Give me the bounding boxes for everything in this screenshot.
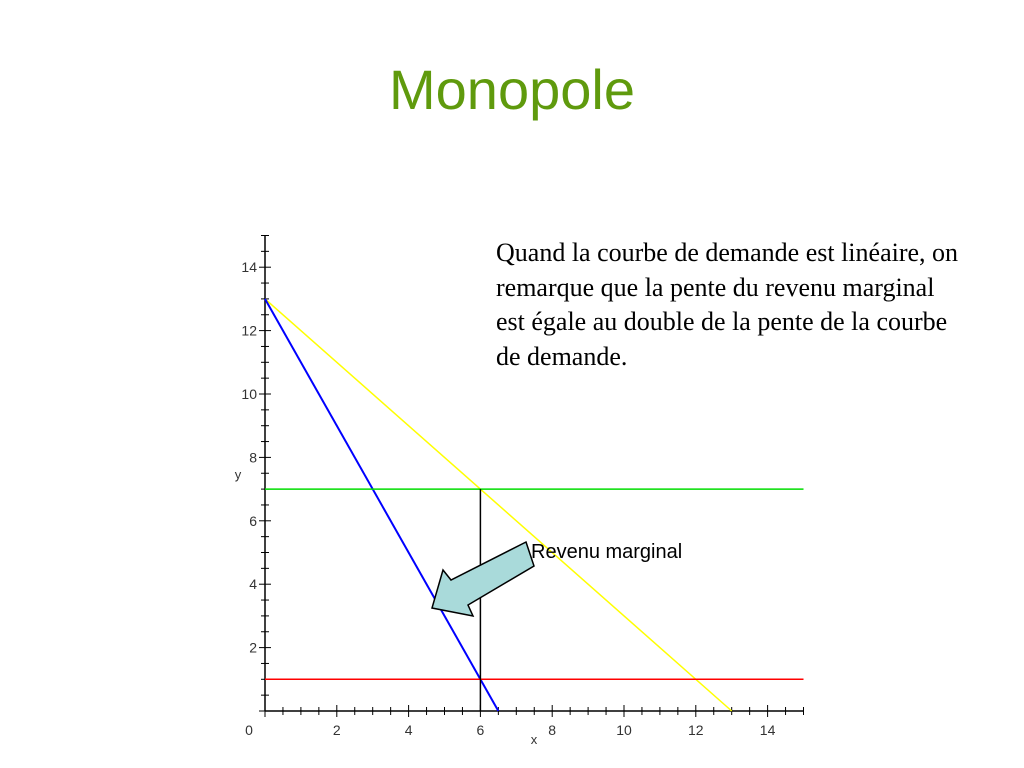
x-tick-label: 12 xyxy=(688,722,704,738)
chart-ticks xyxy=(235,259,776,747)
x-tick-label: 8 xyxy=(548,722,557,738)
x-axis-title: x xyxy=(530,732,538,747)
x-tick-label: 0 xyxy=(245,722,253,738)
explanation-text: Quand la courbe de demande est linéaire, on remarque que la pente du revenu marginal est égale au double de la pente de la courbe de demande. xyxy=(496,238,959,371)
x-tick-label: 10 xyxy=(616,722,632,738)
y-tick-label: 8 xyxy=(249,449,257,466)
annotation-revenu-marginal: Revenu marginal xyxy=(531,541,683,563)
y-tick-label: 6 xyxy=(249,512,257,529)
y-tick-label: 2 xyxy=(249,639,257,656)
x-tick-label: 4 xyxy=(404,722,413,738)
y-tick-label: 10 xyxy=(241,386,257,402)
series-line-0 xyxy=(265,299,732,711)
x-tick-label: 14 xyxy=(759,722,776,738)
x-tick-label: 2 xyxy=(332,722,341,738)
y-tick-label: 14 xyxy=(241,259,257,276)
slide-title: Monopole xyxy=(389,58,635,121)
chart-series xyxy=(265,299,804,711)
y-tick-label: 4 xyxy=(249,576,257,593)
x-tick-label: 6 xyxy=(476,722,485,738)
y-axis-title: y xyxy=(234,467,242,482)
y-tick-label: 12 xyxy=(241,322,257,339)
arrow-shape xyxy=(432,542,534,616)
chart-axes xyxy=(259,236,804,718)
series-line-1 xyxy=(265,299,498,711)
